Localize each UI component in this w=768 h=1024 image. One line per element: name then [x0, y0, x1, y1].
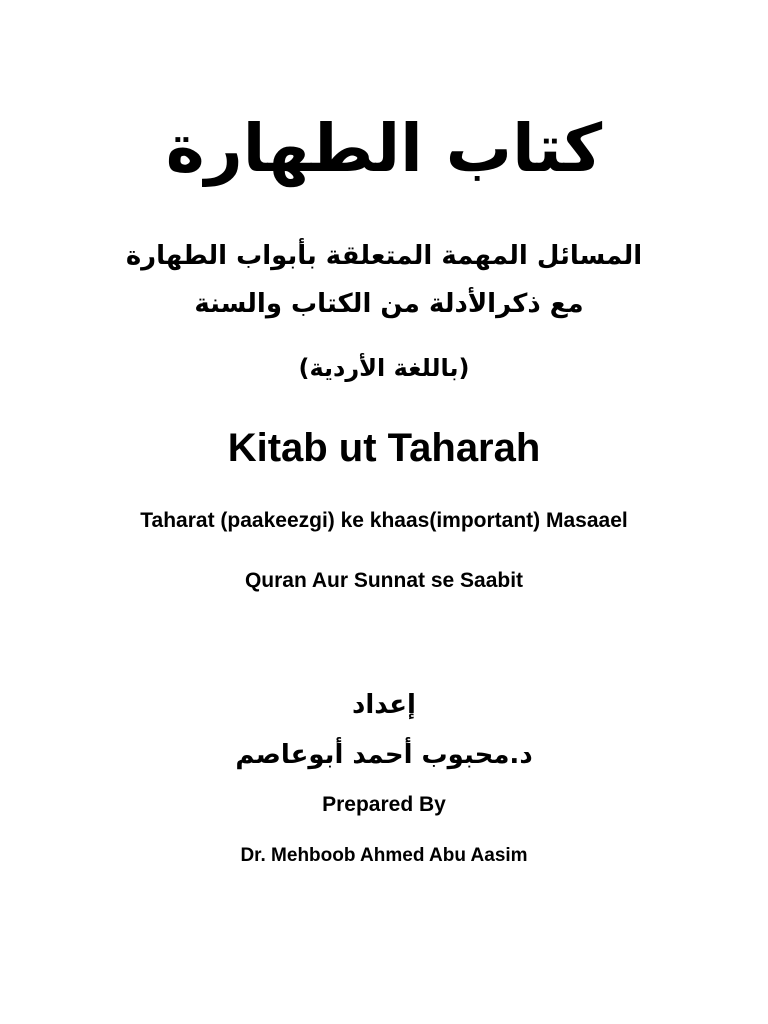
english-subtitle-line1: Taharat (paakeezgi) ke khaas(important) Masaael	[140, 509, 628, 532]
arabic-language-note: (باللغة الأردية)	[298, 354, 470, 382]
arabic-subtitle-line1: المسائل المهمة المتعلقة بأبواب الطهارة	[125, 241, 643, 271]
arabic-author-name: د.محبوب أحمد أبوعاصم	[235, 740, 533, 770]
arabic-title: كتاب الطهارة	[165, 110, 603, 187]
arabic-subtitle-line2: مع ذكرالأدلة من الكتاب والسنة	[194, 289, 584, 319]
english-subtitle-line2: Quran Aur Sunnat se Saabit	[244, 569, 524, 592]
english-author-name: Dr. Mehboob Ahmed Abu Aasim	[240, 845, 528, 866]
arabic-prepared-label: إعداد	[352, 690, 416, 720]
english-title: Kitab ut Taharah	[227, 426, 541, 470]
english-prepared-label: Prepared By	[322, 793, 446, 816]
